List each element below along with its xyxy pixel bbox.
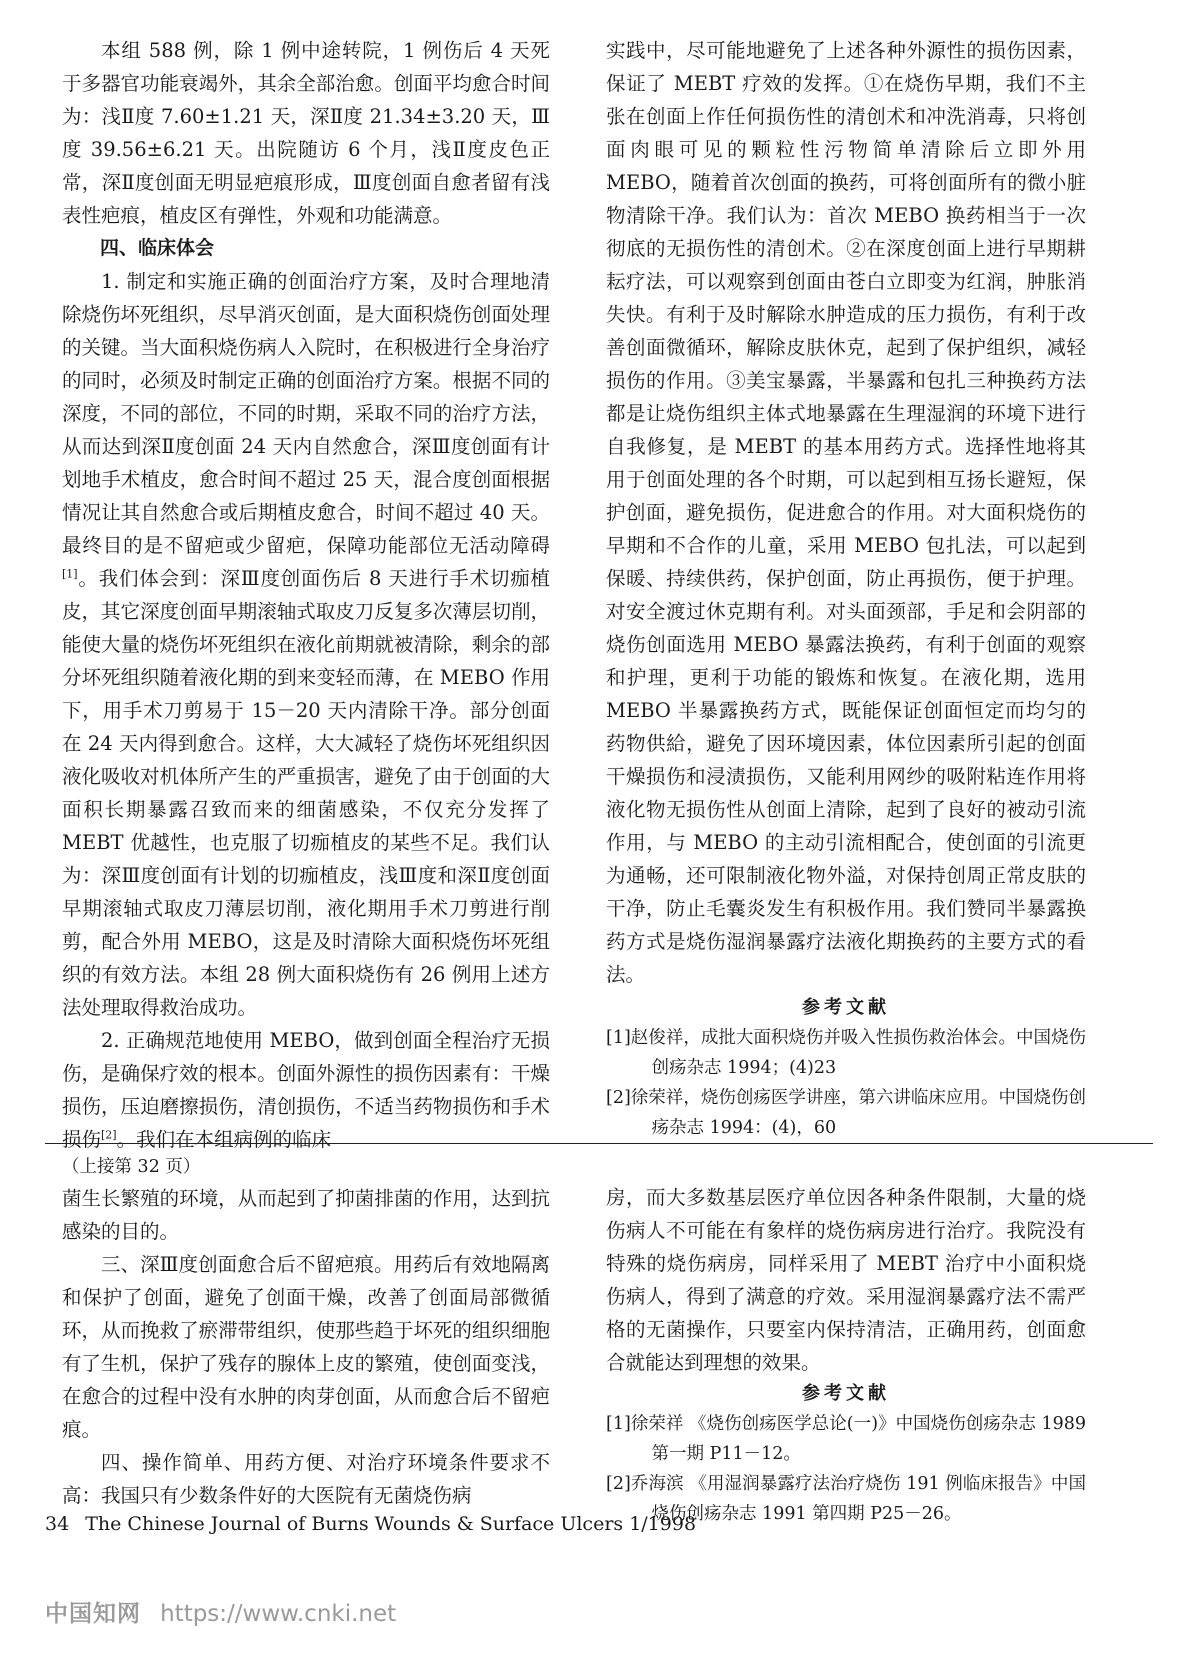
cnki-url[interactable]: https://www.cnki.net xyxy=(160,1601,397,1627)
reference-item: [2]徐荣祥，烧伤创疡医学讲座，第六讲临床应用。中国烧伤创疡杂志 1994：(4)，60 xyxy=(606,1088,1086,1138)
reference-item: [2]乔海滨 《用湿润暴露疗法治疗烧伤 191 例临床报告》中国烧伤创疡杂志 1991 第四期 P25－26。 xyxy=(606,1474,1086,1524)
section-heading: 四、临床体会 xyxy=(100,237,215,259)
continued-from-note: （上接第 32 页） xyxy=(62,1157,201,1177)
article-divider xyxy=(45,1143,1153,1144)
results-paragraph: 本组 588 例，除 1 例中途转院，1 例伤后 4 天死于多器官功能衰竭外，其余全部治愈。创面平均愈合时间为：浅Ⅱ度 7.60±1.21 天，深Ⅱ度 21.34±3.20 天，Ⅲ度 39.56±6.21 天。出院随访 6 个月，浅Ⅱ度皮色正常，深Ⅱ度创面无明显疤痕形成，Ⅲ度创面自愈者留有浅表性疤痕，植皮区有弹性，外观和功能满意。 xyxy=(62,39,550,227)
cnki-brand: 中国知网 xyxy=(45,1601,141,1627)
references-title: 参考文献 xyxy=(802,997,890,1018)
experience2-text-b: 。我们在本组病例的临床 xyxy=(116,1128,332,1151)
lower-paragraph-3: 四、操作简单、用药方便、对治疗环境条件要求不高：我国只有少数条件好的大医院有无菌烧伤病 xyxy=(62,1451,550,1507)
experience2-text-a: 2. 正确规范地使用 MEBO，做到创面全程治疗无损伤，是确保疗效的根本。创面外源性的损伤因素有：干燥损伤，压迫磨擦损伤，清创损伤，不适当药物损伤和手术损伤 xyxy=(62,1029,550,1151)
experience-paragraph-2 xyxy=(62,1024,550,1156)
lower-left-column xyxy=(62,1152,550,1512)
upper-right-column xyxy=(606,34,1086,1143)
lower-paragraph-2: 三、深Ⅲ度创面愈合后不留疤痕。用药后有效地隔离和保护了创面，避免了创面干燥，改善了创面局部微循环，从而挽救了瘀滞带组织，使那些趋于坏死的组织细胞有了生机，保护了残存的腺体上皮的繁殖，使创面变浅，在愈合的过程中没有水肿的肉芽创面，从而愈合后不留疤痕。 xyxy=(62,1253,550,1441)
reference-item: [1]赵俊祥，成批大面积烧伤并吸入性损伤救治体会。中国烧伤创疡杂志 1994；(4)23 xyxy=(606,1028,1086,1078)
page-footer xyxy=(45,1513,696,1535)
lower-right-paragraph: 房，而大多数基层医疗单位因各种条件限制，大量的烧伤病人不可能在有象样的烧伤病房进行治疗。我院没有特殊的烧伤病房，同样采用了 MEBT 治疗中小面积烧伤病人，得到了满意的疗效。采用湿润暴露疗法不需严格的无菌操作，只要室内保持清洁，正确用药，创面愈合就能达到理想的效果。 xyxy=(606,1186,1086,1374)
upper-left-column xyxy=(62,34,550,1156)
experience-paragraph-1 xyxy=(62,265,550,1024)
cnki-watermark xyxy=(45,1595,396,1628)
continuation-paragraph: 实践中，尽可能地避免了上述各种外源性的损伤因素，保证了 MEBT 疗效的发挥。①在烧伤早期，我们不主张在创面上作任何损伤性的清创术和冲洗消毒，只将创面肉眼可见的颗粒性污物简单清除后立即外用 MEBO，随着首次创面的换药，可将创面所有的微小脏物清除干净。我们认为：首次 MEBO 换药相当于一次彻底的无损伤性的清创术。②在深度创面上进行早期耕耘疗法，可以观察到创面由苍白立即变为红润，肿胀消失快。有利于及时解除水肿造成的压力损伤，有利于改善创面微循环，解除皮肤休克，起到了保护组织，减轻损伤的作用。③美宝暴露，半暴露和包扎三种换药方法都是让烧伤组织主体式地暴露在生理湿润的环境下进行自我修复，是 MEBT 的基本用药方式。选择性地将其用于创面处理的各个时期，可以起到相互扬长避短，保护创面，避免损伤，促进愈合的作用。对大面积烧伤的早期和不合作的儿童，采用 MEBO 包扎法，可以起到保暖、持续供药，保护创面，防止再损伤，便于护理。对安全渡过休克期有利。对头面颈部，手足和会阴部的烧伤创面选用 MEBO 暴露法换药，有利于创面的观察和护理，更利于功能的锻炼和恢复。在液化期，选用 MEBO 半暴露换药方式，既能保证创面恒定而均匀的药物供給，避免了因环境因素，体位因素所引起的创面干燥损伤和浸渍损伤，又能利用网纱的吸附粘连作用将液化物无损伤性从创面上清除，起到了良好的被动引流作用，与 MEBO 的主动引流相配合，使创面的引流更为通畅，还可限制液化物外溢，对保持创周正常皮肤的干净，防止毛囊炎发生有积极作用。我们赞同半暴露换药方式是烧伤湿润暴露疗法液化期换药的主要方式的看法。 xyxy=(606,39,1086,986)
citation-2: [2] xyxy=(101,1128,117,1142)
reference-item: [1]徐荣祥 《烧伤创疡医学总论(一)》中国烧伤创疡杂志 1989 第一期 P11－12。 xyxy=(606,1414,1086,1464)
experience-text-a: 1. 制定和实施正确的创面治疗方案，及时合理地清除烧伤坏死组织，尽早消灭创面，是大面积烧伤创面处理的关键。当大面积烧伤病人入院时，在积极进行全身治疗的同时，必须及时制定正确的创面治疗方案。根据不同的深度，不同的部位，不同的时期，采取不同的治疗方法，从而达到深Ⅱ度创面 24 天内自然愈合，深Ⅲ度创面有计划地手术植皮，愈合时间不超过 25 天，混合度创面根据情况让其自然愈合或后期植皮愈合，时间不超过 40 天。最终目的是不留疤或少留疤，保障功能部位无活动障碍 xyxy=(62,270,550,557)
lower-right-column xyxy=(606,1181,1086,1529)
experience-text-b: 。我们体会到：深Ⅲ度创面伤后 8 天进行手术切痂植皮，其它深度创面早期滚轴式取皮刀反复多次薄层切削，能使大量的烧伤坏死组织在液化前期就被清除，剩余的部分坏死组织随着液化期的到来变轻而薄，在 MEBO 作用下，用手术刀剪易于 15－20 天内清除干净。部分创面在 24 天内得到愈合。这样，大大减轻了烧伤坏死组织因液化吸收对机体所产生的严重损害，避免了由于创面的大面积长期暴露召致而来的细菌感染，不仅充分发挥了 MEBT 优越性，也克服了切痂植皮的某些不足。我们认为：深Ⅲ度创面有计划的切痂植皮，浅Ⅲ度和深Ⅱ度创面早期滚轴式取皮刀薄层切削，液化期用手术刀剪进行削剪，配合外用 MEBO，这是及时清除大面积烧伤坏死组织的有效方法。本组 28 例大面积烧伤有 26 例用上述方法处理取得救治成功。 xyxy=(62,567,550,1019)
citation-1: [1] xyxy=(62,567,78,581)
page-number: 34 xyxy=(45,1513,70,1535)
journal-name: The Chinese Journal of Burns Wounds & Surface Ulcers 1/1998 xyxy=(85,1513,697,1535)
lower-paragraph-1: 菌生长繁殖的环境，从而起到了抑菌排菌的作用，达到抗感染的目的。 xyxy=(62,1187,550,1243)
references-title-2: 参考文献 xyxy=(802,1383,890,1404)
